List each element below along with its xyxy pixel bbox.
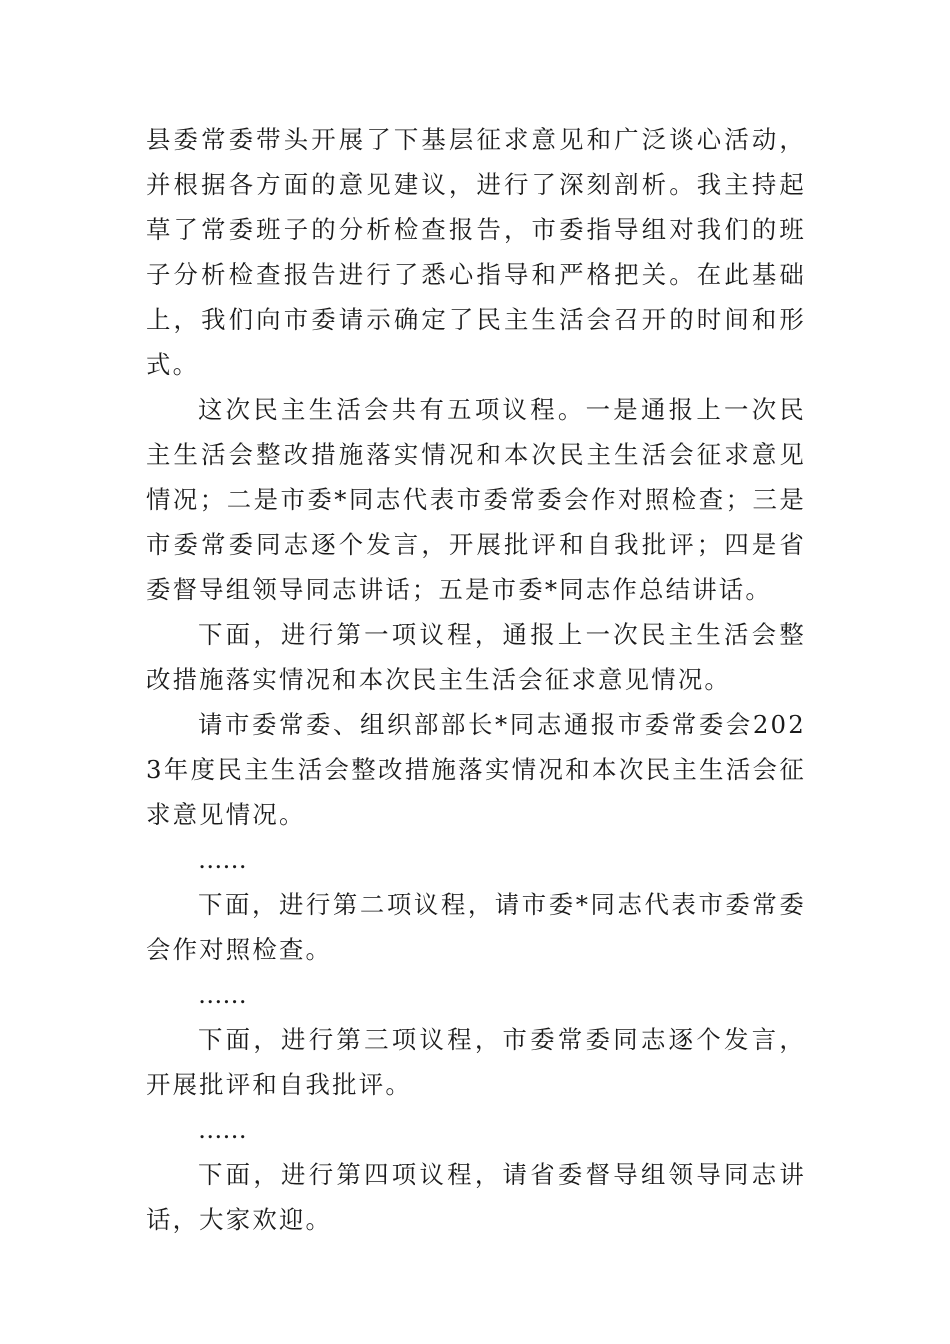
- paragraph-preparation: 县委常委带头开展了下基层征求意见和广泛谈心活动，并根据各方面的意见建议，进行了深刻剖析。我主持起草了常委班子的分析检查报告，市委指导组对我们的班子分析检查报告进行了悉心指导和严格把关。在此基础上，我们向市委请示确定了民主生活会召开的时间和形式。: [146, 125, 806, 379]
- paragraph-report-request: 请市委常委、组织部部长*同志通报市委常委会2023年度民主生活会整改措施落实情况和本次民主生活会征求意见情况。: [146, 710, 806, 829]
- paragraph-agenda-item-3: 下面，进行第三项议程，市委常委同志逐个发言，开展批评和自我批评。: [146, 1025, 806, 1099]
- paragraph-agenda-item-4: 下面，进行第四项议程，请省委督导组领导同志讲话，大家欢迎。: [146, 1160, 806, 1234]
- ellipsis-2: ……: [198, 980, 247, 1009]
- paragraph-agenda-overview: 这次民主生活会共有五项议程。一是通报上一次民主生活会整改措施落实情况和本次民主生活会征求意见情况；二是市委*同志代表市委常委会作对照检查；三是市委常委同志逐个发言，开展批评和自我批评；四是省委督导组领导同志讲话；五是市委*同志作总结讲话。: [146, 395, 806, 604]
- ellipsis-3: ……: [198, 1115, 247, 1144]
- paragraph-agenda-item-2: 下面，进行第二项议程，请市委*同志代表市委常委会作对照检查。: [146, 890, 806, 964]
- document-body: [146, 117, 806, 1242]
- paragraph-agenda-item-1: 下面，进行第一项议程，通报上一次民主生活会整改措施落实情况和本次民主生活会征求意见情况。: [146, 620, 806, 694]
- ellipsis-1: ……: [198, 845, 247, 874]
